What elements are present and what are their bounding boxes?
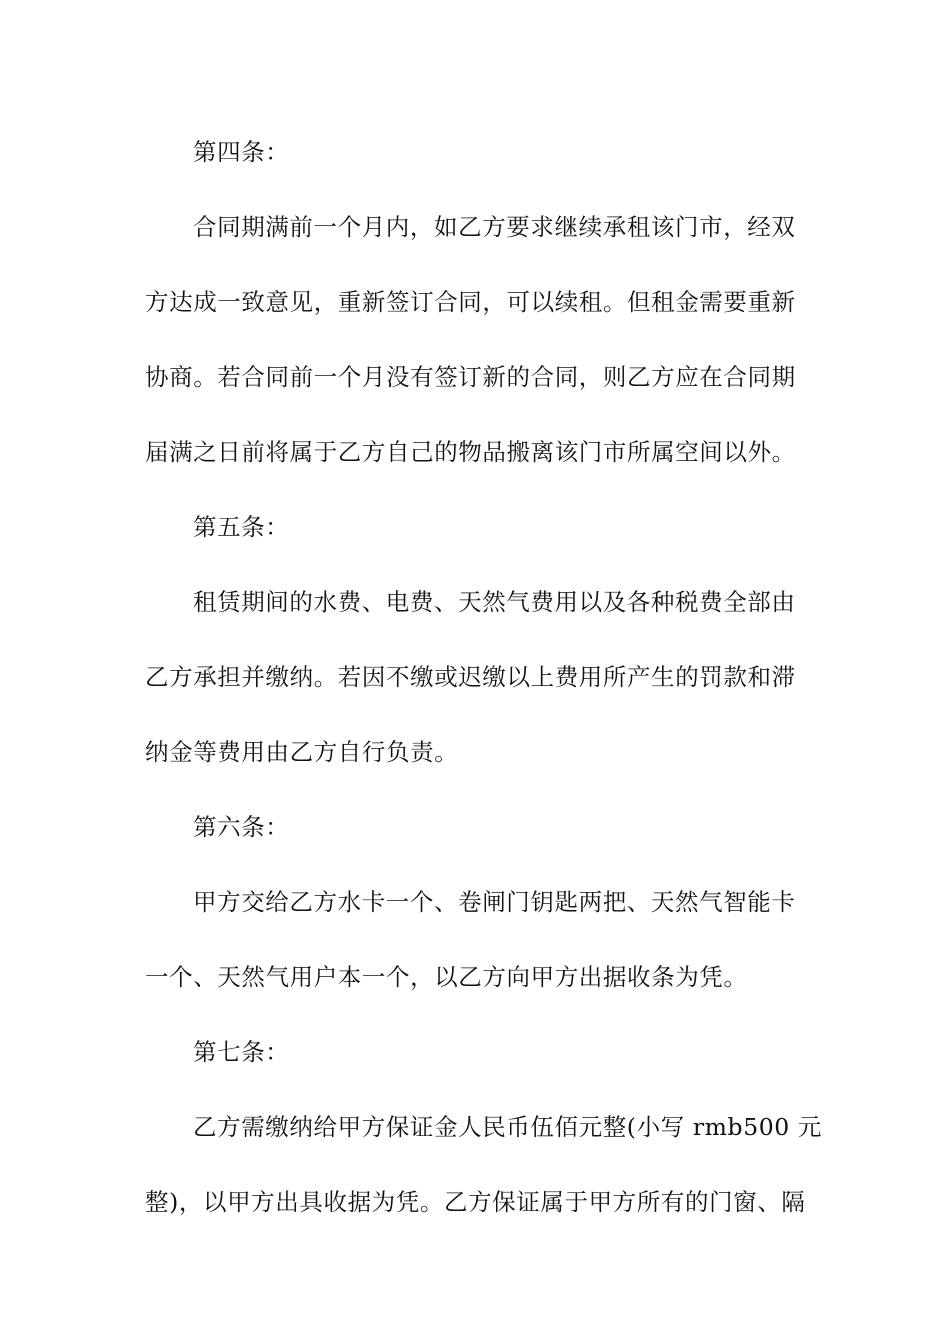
paragraph-line: 方达成一致意见，重新签订合同，可以续租。但租金需要重新 [145,288,796,316]
article-6-heading: 第六条： [193,813,290,841]
article-5-heading: 第五条： [193,513,290,541]
paragraph-line: 协商。若合同前一个月没有签订新的合同，则乙方应在合同期 [145,363,796,391]
paragraph-line: 乙方需缴纳给甲方保证金人民币伍佰元整(小写 rmb500 元 [193,1113,823,1141]
article-7-heading: 第七条： [193,1038,290,1066]
paragraph-line: 甲方交给乙方水卡一个、卷闸门钥匙两把、天然气智能卡 [193,888,796,916]
paragraph-line: 整)，以甲方出具收据为凭。乙方保证属于甲方所有的门窗、隔 [145,1188,806,1216]
paragraph-line: 租赁期间的水费、电费、天然气费用以及各种税费全部由 [193,588,796,616]
paragraph-line: 一个、天然气用户本一个，以乙方向甲方出据收条为凭。 [145,963,748,991]
paragraph-line: 合同期满前一个月内，如乙方要求继续承租该门市，经双 [193,213,796,241]
paragraph-line: 乙方承担并缴纳。若因不缴或迟缴以上费用所产生的罚款和滞 [145,663,796,691]
paragraph-line: 纳金等费用由乙方自行负责。 [145,738,459,766]
paragraph-line: 届满之日前将属于乙方自己的物品搬离该门市所属空间以外。 [145,438,796,466]
article-4-heading: 第四条： [193,138,290,166]
